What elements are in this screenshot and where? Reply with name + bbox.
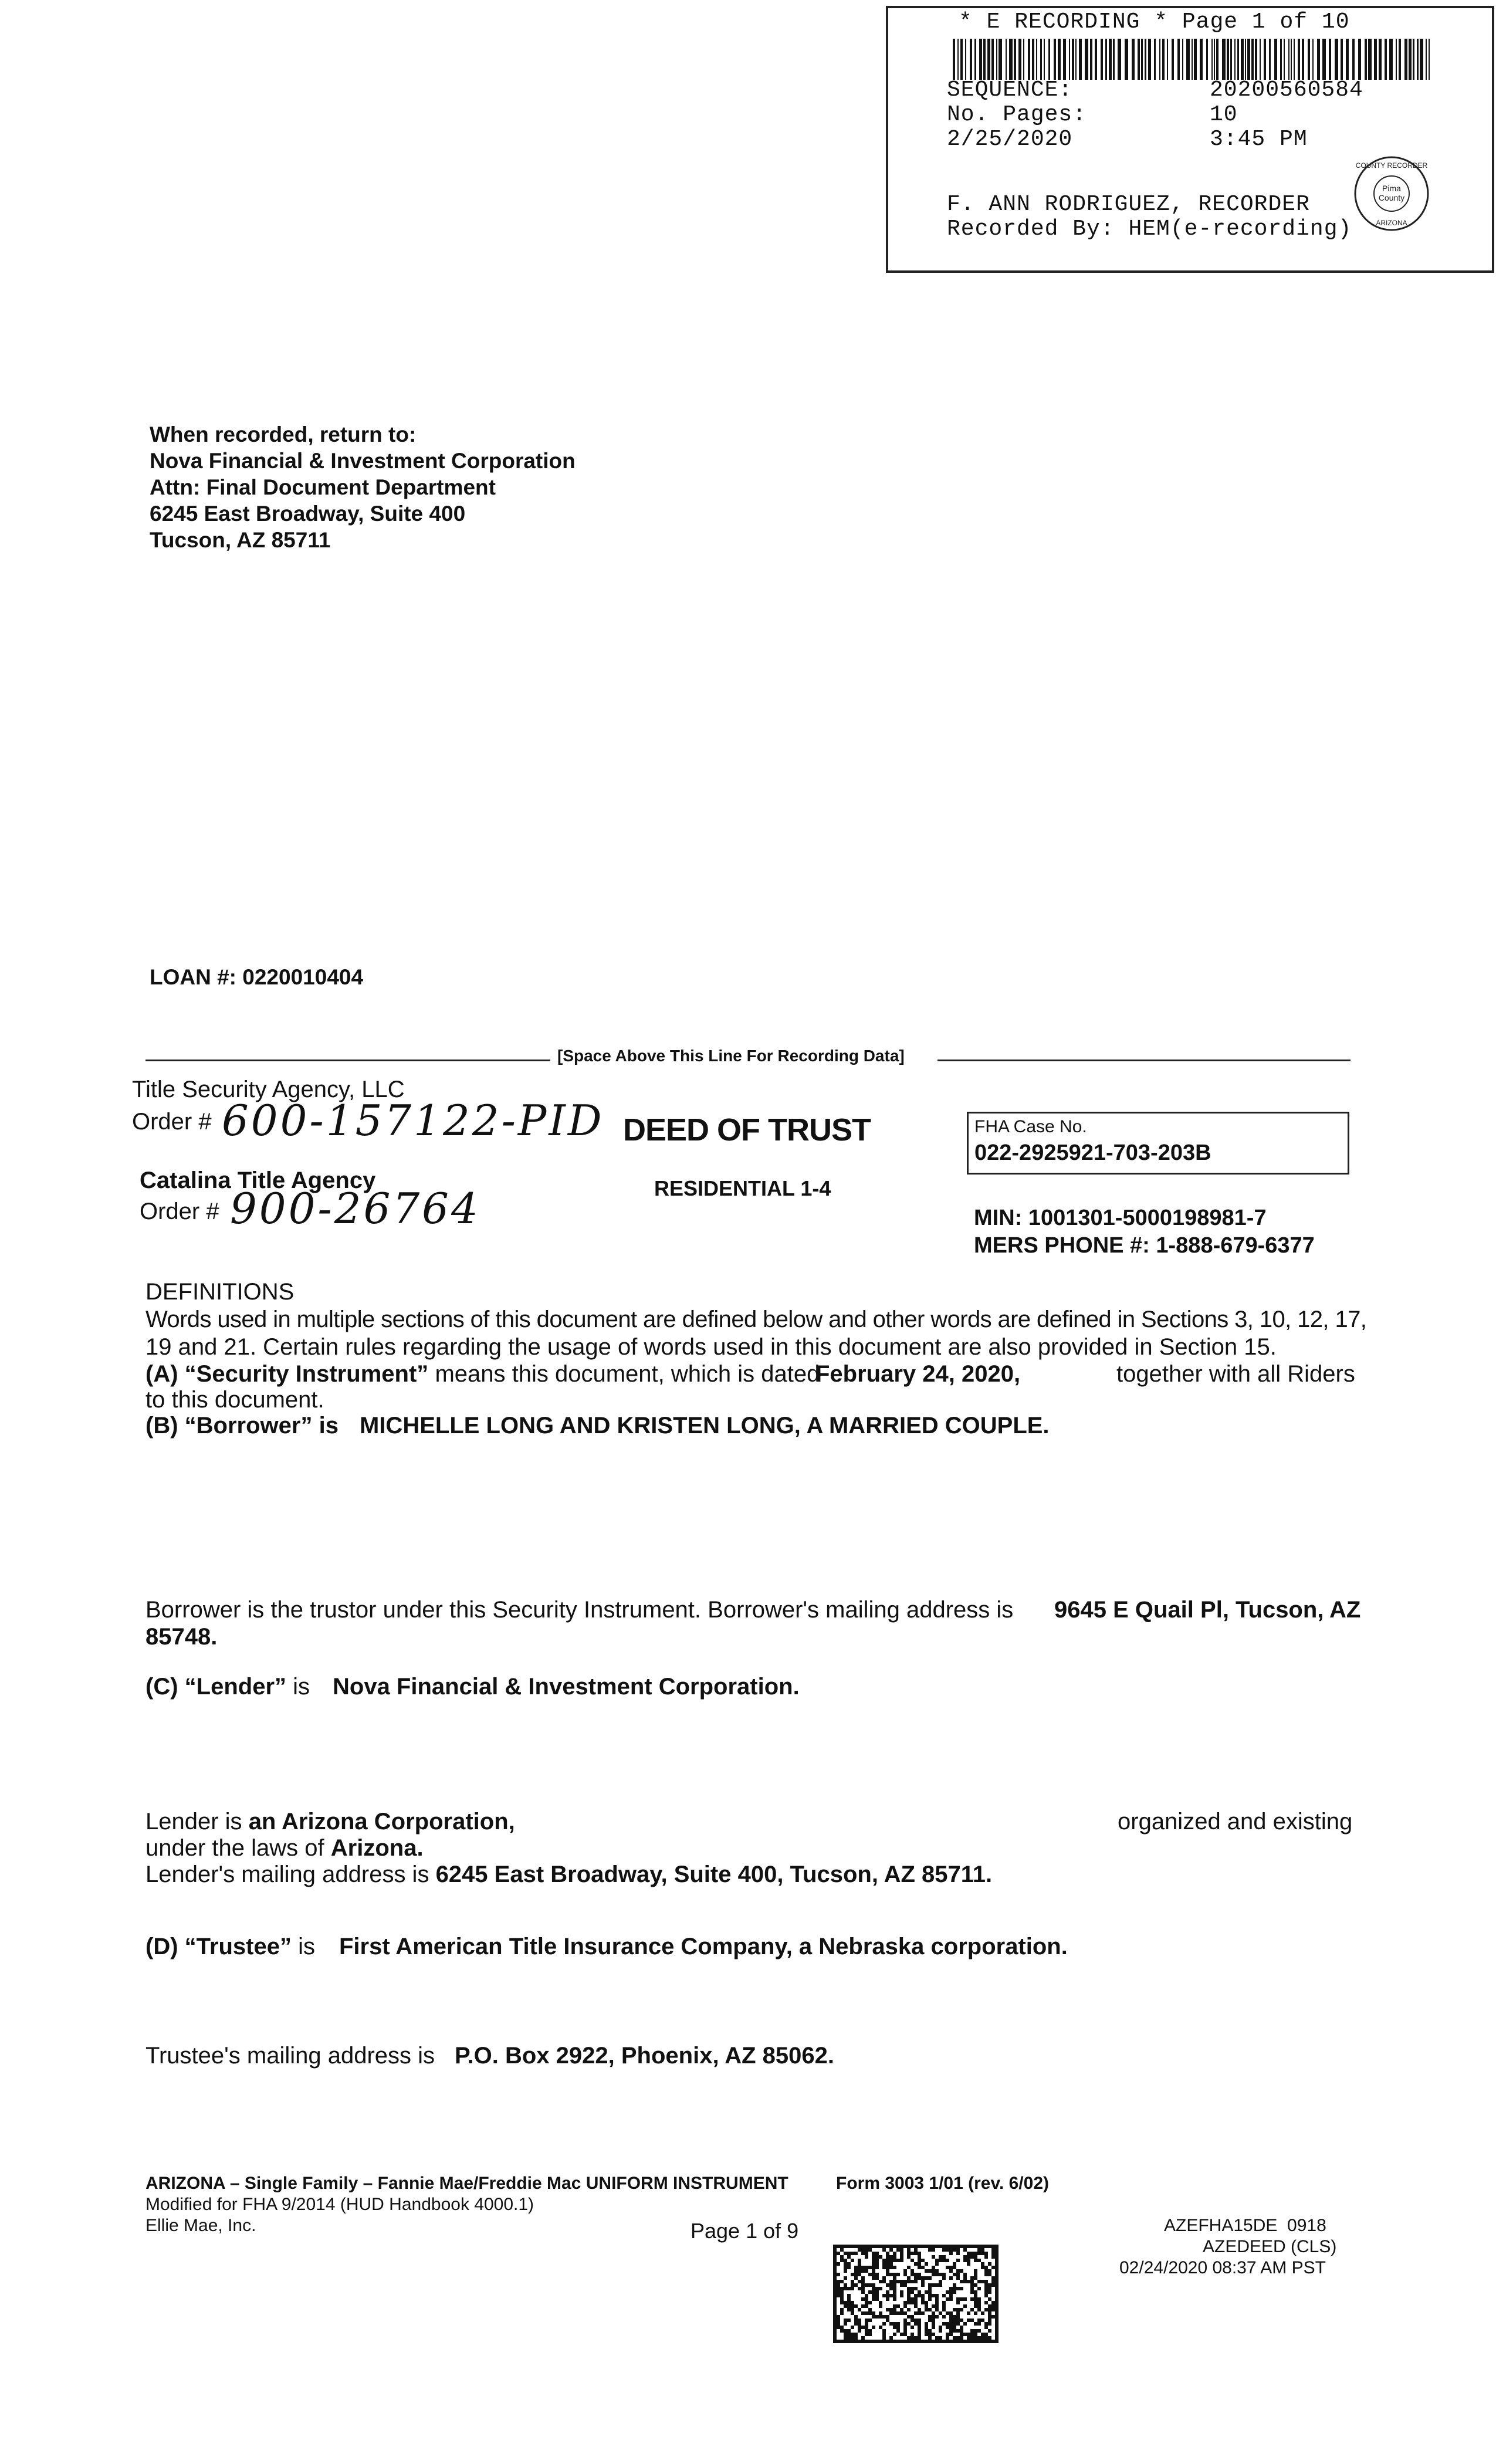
page-number: Page 1 of 9 — [691, 2219, 799, 2243]
loan-number: LOAN #: 0220010404 — [150, 965, 364, 989]
fha-case-label: FHA Case No. — [974, 1117, 1087, 1136]
recording-barcode-icon — [953, 39, 1434, 80]
order-label-1: Order # — [132, 1109, 212, 1135]
recorded-by: Recorded By: HEM(e-recording) — [947, 216, 1352, 242]
divider-right — [937, 1060, 1351, 1061]
pages-label: No. Pages: — [947, 102, 1087, 127]
form-number: Form 3003 1/01 (rev. 6/02) — [836, 2174, 1049, 2193]
form-code-1: AZEFHA15DE 0918 — [1164, 2216, 1326, 2235]
definitions-heading: DEFINITIONS — [145, 1279, 295, 1305]
recording-header: * E RECORDING * Page 1 of 10 — [959, 9, 1350, 35]
def-d-label: (D) — [145, 1934, 178, 1959]
form-code-2: AZEDEED (CLS) — [1203, 2237, 1337, 2256]
trustee-mailing-address: P.O. Box 2922, Phoenix, AZ 85062. — [455, 2043, 834, 2069]
data-matrix-barcode-icon — [833, 2245, 999, 2345]
def-a-label: (A) — [145, 1361, 178, 1387]
borrower-address: 9645 E Quail Pl, Tucson, AZ — [1054, 1597, 1361, 1623]
under-laws-label: under the laws of — [145, 1835, 324, 1861]
def-c-is: is — [293, 1674, 310, 1700]
return-to-line4: 6245 East Broadway, Suite 400 — [150, 502, 466, 526]
trustee-mailing-label: Trustee's mailing address is — [145, 2043, 435, 2069]
svg-text:ARIZONA: ARIZONA — [1376, 219, 1407, 227]
sequence-value: 20200560584 — [1210, 77, 1363, 103]
def-a-date: February 24, 2020, — [815, 1361, 1021, 1387]
svg-text:County: County — [1378, 193, 1405, 202]
lender-name: Nova Financial & Investment Corporation. — [333, 1674, 800, 1700]
def-a-tail: together with all Riders — [1116, 1361, 1355, 1387]
def-b-term: “Borrower” — [184, 1413, 313, 1439]
space-above-label: [Space Above This Line For Recording Data] — [557, 1047, 905, 1065]
pages-value: 10 — [1210, 102, 1238, 127]
def-d-term: “Trustee” — [184, 1934, 292, 1959]
return-to-line2: Nova Financial & Investment Corporation — [150, 449, 576, 473]
recorder-name: F. ANN RODRIGUEZ, RECORDER — [947, 192, 1310, 217]
definitions-intro-line1: Words used in multiple sections of this document are defined below and other words are defined in Sections 3, 10, 12, 17, — [145, 1307, 1367, 1332]
mers-phone: MERS PHONE #: 1-888-679-6377 — [974, 1233, 1315, 1258]
trustee-name: First American Title Insurance Company, a Nebraska corporation. — [339, 1934, 1068, 1959]
county-recorder-seal-icon — [1353, 155, 1430, 232]
borrower-names: MICHELLE LONG AND KRISTEN LONG, A MARRIED COUPLE. — [360, 1413, 1050, 1439]
sequence-label: SEQUENCE: — [947, 77, 1073, 103]
lender-is-label: Lender is — [145, 1809, 242, 1835]
lender-mailing-address: 6245 East Broadway, Suite 400, Tucson, AZ 85711. — [435, 1861, 993, 1887]
def-a-term: “Security Instrument” — [184, 1361, 429, 1387]
definitions-intro-line2: 19 and 21. Certain rules regarding the usage of words used in this document are also provided in Section 15. — [145, 1334, 1277, 1360]
min-number: MIN: 1001301-5000198981-7 — [974, 1206, 1267, 1230]
handwritten-order-2: 900-26764 — [230, 1184, 480, 1233]
order-label-2: Order # — [140, 1199, 219, 1224]
recording-date: 2/25/2020 — [947, 127, 1073, 152]
handwritten-order-1: 600-157122-PID — [222, 1096, 604, 1145]
divider-left — [145, 1060, 550, 1061]
def-b-is: is — [319, 1413, 339, 1439]
return-to-line1: When recorded, return to: — [150, 422, 417, 446]
organized-existing: organized and existing — [1118, 1809, 1353, 1835]
title-agency-1: Title Security Agency, LLC — [132, 1077, 405, 1102]
return-to-line3: Attn: Final Document Department — [150, 475, 496, 499]
borrower-address-zip: 85748. — [145, 1624, 218, 1650]
def-a-line2: to this document. — [145, 1387, 324, 1413]
recording-time: 3:45 PM — [1210, 127, 1308, 152]
lender-type: an Arizona Corporation, — [248, 1809, 515, 1835]
lender-mailing-label: Lender's mailing address is — [145, 1861, 429, 1887]
form-description: ARIZONA – Single Family – Fannie Mae/Freddie Mac UNIFORM INSTRUMENT — [145, 2174, 788, 2193]
print-timestamp: 02/24/2020 08:37 AM PST — [1119, 2258, 1326, 2277]
svg-text:COUNTY RECORDER: COUNTY RECORDER — [1355, 161, 1428, 170]
recording-stamp — [886, 6, 1494, 273]
lender-state: Arizona. — [330, 1835, 424, 1861]
document-subtitle: RESIDENTIAL 1-4 — [654, 1176, 831, 1200]
fha-modified-note: Modified for FHA 9/2014 (HUD Handbook 4000.1) — [145, 2195, 534, 2214]
borrower-trustor-text: Borrower is the trustor under this Security Instrument. Borrower's mailing address is — [145, 1597, 1014, 1623]
return-to-line5: Tucson, AZ 85711 — [150, 528, 331, 552]
svg-text:Pima: Pima — [1382, 184, 1401, 193]
title-agency-2: Catalina Title Agency — [140, 1167, 376, 1193]
def-c-term: “Lender” — [184, 1674, 287, 1700]
def-c-label: (C) — [145, 1674, 178, 1700]
document-title: DEED OF TRUST — [623, 1112, 871, 1148]
def-a-text: means this document, which is dated — [435, 1361, 820, 1387]
def-d-is: is — [298, 1934, 315, 1959]
vendor-name: Ellie Mae, Inc. — [145, 2216, 256, 2235]
fha-case-box — [967, 1112, 1349, 1175]
fha-case-number: 022-2925921-703-203B — [974, 1140, 1211, 1165]
def-b-label: (B) — [145, 1413, 178, 1439]
